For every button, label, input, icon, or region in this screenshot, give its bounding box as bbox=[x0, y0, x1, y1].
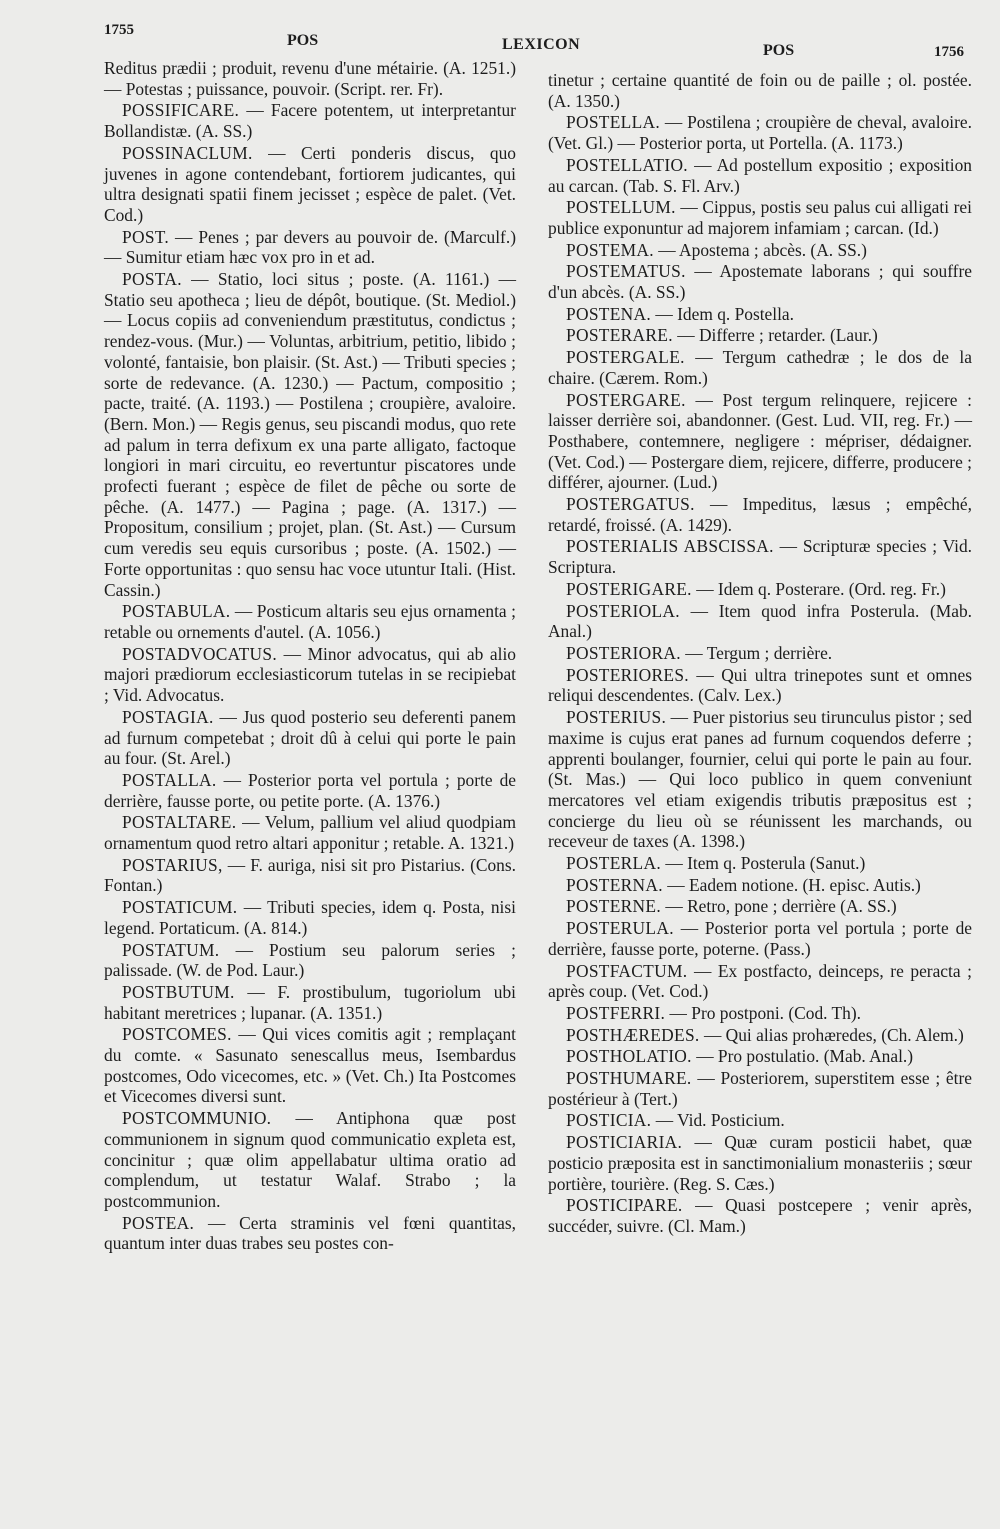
entry-definition: — Cippus, postis seu palus cui alligati rei publice exponuntur ad majorem infamiam ; carcan. (Id.) bbox=[548, 197, 972, 238]
dictionary-entry bbox=[104, 601, 516, 642]
dictionary-entry bbox=[548, 240, 972, 261]
dictionary-entry bbox=[104, 644, 516, 706]
entry-headword: POSTABULA. bbox=[122, 601, 231, 622]
running-header bbox=[0, 20, 1000, 60]
entry-headword: POSTBUTUM. bbox=[122, 981, 235, 1002]
dictionary-entry bbox=[104, 897, 516, 938]
dictionary-entry bbox=[548, 70, 972, 111]
entry-headword: POSTICIPARE. bbox=[566, 1195, 683, 1216]
entry-definition: — Facere potentem, ut interpretantur Bollandistæ. (A. SS.) bbox=[104, 100, 516, 142]
dictionary-entry bbox=[548, 961, 972, 1002]
entry-headword: POSTEMA. bbox=[566, 239, 654, 260]
dictionary-entry bbox=[104, 1213, 516, 1254]
dictionary-entry bbox=[548, 1195, 972, 1236]
entry-definition: — Quæ curam posticii habet, quæ posticio præposita est in sanctimonialium monasteriis ; sœur portière, tourière. (Reg. S. Cæs.) bbox=[548, 1132, 972, 1194]
entry-headword: POST. bbox=[122, 226, 170, 247]
entry-definition: — Item quod infra Posterula. (Mab. Anal.) bbox=[548, 600, 972, 642]
entry-headword: POSTALTARE. bbox=[122, 812, 237, 833]
entry-definition: — Tergum ; derrière. bbox=[685, 642, 833, 663]
dictionary-entry bbox=[104, 707, 516, 769]
entry-definition: — Velum, pallium vel aliud quodpiam ornamentum quod retro altari apponitur ; retable. A. 1321.) bbox=[104, 812, 516, 854]
entry-headword: POSTELLUM. bbox=[566, 197, 676, 218]
entry-definition: — Impeditus, læsus ; empêché, retardé, froissé. (A. 1429). bbox=[548, 494, 972, 535]
dictionary-entry bbox=[548, 347, 972, 388]
entry-headword: POSTFACTUM. bbox=[566, 960, 688, 981]
dictionary-entry bbox=[548, 665, 972, 706]
page-number-right: 1756 bbox=[934, 44, 964, 60]
entry-definition: — Differre ; retarder. (Laur.) bbox=[677, 325, 878, 346]
dictionary-entry bbox=[548, 1132, 972, 1194]
entry-definition: — Quasi postcepere ; venir après, succéder, suivre. (Cl. Mam.) bbox=[548, 1195, 972, 1236]
entry-definition: — Posterior porta vel portula ; porte de derrière, fausse porte, ou petite porte. (A. 1376.) bbox=[104, 769, 516, 811]
dictionary-entry bbox=[104, 227, 516, 268]
dictionary-entry bbox=[104, 100, 516, 141]
guide-word-left: POS bbox=[287, 32, 319, 49]
left-column bbox=[104, 58, 516, 1254]
dictionary-entry bbox=[104, 143, 516, 226]
entry-headword: POSTERIUS. bbox=[566, 707, 667, 728]
dictionary-entry bbox=[548, 1110, 972, 1131]
entry-definition: — Qui ultra trinepotes sunt et omnes reliqui descendentes. (Calv. Lex.) bbox=[548, 664, 972, 706]
dictionary-entry bbox=[104, 58, 516, 99]
entry-headword: POSTAGIA. bbox=[122, 706, 214, 727]
entry-definition: — F. prostibulum, tugoriolum ubi habitant meretrices ; lupanar. (A. 1351.) bbox=[104, 981, 516, 1023]
entry-definition: — Posteriorem, superstitem esse ; être postérieur à (Tert.) bbox=[548, 1068, 972, 1109]
dictionary-entry bbox=[548, 197, 972, 238]
entry-definition: — Tributi species, idem q. Posta, nisi legend. Portaticum. (A. 814.) bbox=[104, 897, 516, 938]
entry-headword: POSTICIARIA. bbox=[566, 1132, 683, 1153]
entry-definition: — Retro, pone ; derrière (A. SS.) bbox=[665, 896, 897, 917]
entry-definition: — Postium seu palorum series ; palissade. (W. de Pod. Laur.) bbox=[104, 939, 516, 981]
entry-definition: tinetur ; certaine quantité de foin ou de paille ; ol. postée. (A. 1350.) bbox=[548, 70, 972, 111]
entry-definition: — Minor advocatus, qui ab alio majori prædiorum ecclesiasticorum tutelas in se recipiebat ; Vid. Advocatus. bbox=[104, 643, 516, 706]
page-number-left: 1755 bbox=[104, 22, 134, 38]
entry-definition: — Puer pistorius seu tirunculus pistor ; sed maxime is cujus erat panes ad furnum coquendos deferre ; apprenti boulanger, fournier, celui qui porte le pain au four. (St. Mas.) — Qui loco publico in quem conveniunt mercatores vel etiam exigendis tributis præpositus est ; concierge du lieu où se réunissent les marchands, ou receveur de taxes (A. 1398.) bbox=[548, 707, 972, 852]
entry-headword: POSTARIUS, bbox=[122, 854, 223, 875]
entry-definition: — Posterior porta vel portula ; porte de derrière, fausse porte, poterne. (Pass.) bbox=[548, 918, 972, 959]
entry-definition: — Penes ; par devers au pouvoir de. (Marculf.) — Sumitur etiam hæc vox pro in et ad. bbox=[104, 226, 516, 268]
dictionary-entry bbox=[548, 1068, 972, 1109]
dictionary-entry bbox=[548, 896, 972, 917]
entry-headword: POSTERARE. bbox=[566, 325, 673, 346]
entry-definition: — Pro postponi. (Cod. Th). bbox=[669, 1002, 861, 1023]
entry-definition: — Jus quod posterio seu deferenti panem ad furnum competebat ; droit dû à celui qui porte le pain au four. (St. Arel.) bbox=[104, 706, 516, 769]
entry-headword: POSTERIALIS ABSCISSA. bbox=[566, 536, 774, 557]
dictionary-entry bbox=[548, 304, 972, 325]
entry-headword: POSTHOLATIO. bbox=[566, 1046, 692, 1067]
entry-headword: POSTFERRI. bbox=[566, 1002, 666, 1023]
entry-headword: POSTELLATIO. bbox=[566, 154, 688, 175]
entry-headword: POSTENA. bbox=[566, 303, 652, 324]
entry-headword: POSTHÆREDES. bbox=[566, 1024, 700, 1045]
entry-definition: — Idem q. Postella. bbox=[655, 303, 794, 324]
running-title: LEXICON bbox=[502, 36, 581, 53]
dictionary-entry bbox=[104, 1024, 516, 1107]
entry-definition: — Antiphona quæ post communionem in signum quod communicatio expleta est, concinitur ; quæ olim appellabatur ultima oratio ad complendum, ut testatur Walaf. Strabo ; la postcommunion. bbox=[104, 1108, 516, 1211]
entry-definition: — Statio, loci situs ; poste. (A. 1161.) — Statio seu apotheca ; lieu de dépôt, boutique. (St. Mediol.) — Locus copiis ad conveniendum præstitutus, condictus ; rendez-vous. (Mur.) — Voluntas, arbitrium, petitio, libido ; volonté, fantaisie, bon plaisir. (St. Ast.) — Tributi species ; sorte de redevance. (A. 1230.) — Pactum, compositio ; pacte, traité. (A. 1193.) — Postilena ; croupière, avaloire. (Bern. Mon.) — Regis genus, seu piscandi modus, quo rete ad palum in terra defixum ex una parte alligato, factoque longiori in mari circuitu, eo revertuntur piscatores unde profecti fuerant ; espèce de filet de pêche ou sorte de pêche. (A. 1477.) — Pagina ; page. (A. 1317.) — Propositum, consilium ; projet, plan. (St. Ast.) — Cursum cum veredis seu equis cursoribus ; poste. (A. 1502.) — Forte opportunitas : quo sensu hac voce utuntur Itali. (Hist. Cassin.) bbox=[104, 269, 516, 600]
entry-headword: POSTERIOLA. bbox=[566, 600, 680, 621]
entry-headword: POSTA. bbox=[122, 269, 182, 290]
entry-headword: POSTERNA. bbox=[566, 874, 663, 895]
entry-definition: — Apostema ; abcès. (A. SS.) bbox=[658, 239, 867, 260]
dictionary-entry bbox=[104, 269, 516, 600]
dictionary-entry bbox=[548, 155, 972, 196]
entry-definition: — Ex postfacto, deinceps, re peracta ; après coup. (Vet. Cod.) bbox=[548, 960, 972, 1002]
dictionary-entry bbox=[548, 707, 972, 852]
entry-definition: — Tergum cathedræ ; le dos de la chaire. (Cærem. Rom.) bbox=[548, 347, 972, 388]
entry-headword: POSTERLA. bbox=[566, 853, 661, 874]
dictionary-entry bbox=[104, 812, 516, 853]
entry-headword: POSTALLA. bbox=[122, 769, 217, 790]
entry-headword: POSSIFICARE. bbox=[122, 100, 240, 121]
entry-definition: — Posticum altaris seu ejus ornamenta ; retable ou ornements d'autel. (A. 1056.) bbox=[104, 601, 516, 642]
entry-headword: POSTELLA. bbox=[566, 112, 661, 133]
entry-definition: — F. auriga, nisi sit pro Pistarius. (Cons. Fontan.) bbox=[104, 854, 516, 896]
entry-headword: POSTERIGARE. bbox=[566, 578, 692, 599]
entry-definition: — Pro postulatio. (Mab. Anal.) bbox=[696, 1046, 914, 1067]
dictionary-entry bbox=[548, 853, 972, 874]
entry-definition: — Vid. Posticium. bbox=[655, 1110, 785, 1131]
dictionary-entry bbox=[104, 982, 516, 1023]
entry-headword: POSTHUMARE. bbox=[566, 1068, 692, 1089]
entry-headword: POSTERGARE. bbox=[566, 389, 686, 410]
entry-definition: — Postilena ; croupière de cheval, avaloire. (Vet. Gl.) — Posterior porta, ut Portella. (A. 1173.) bbox=[548, 112, 972, 154]
dictionary-entry bbox=[548, 261, 972, 302]
dictionary-entry bbox=[548, 536, 972, 577]
entry-definition: — Item q. Posterula (Sanut.) bbox=[665, 853, 866, 874]
entry-definition: — Scripturæ species ; Vid. Scriptura. bbox=[548, 536, 972, 578]
entry-definition: — Apostemate laborans ; qui souffre d'un abcès. (A. SS.) bbox=[548, 261, 972, 303]
dictionary-entry bbox=[104, 940, 516, 981]
guide-word-right: POS bbox=[763, 42, 795, 59]
right-column bbox=[548, 70, 972, 1237]
entry-definition: Reditus prædii ; produit, revenu d'une métairie. (A. 1251.) — Potestas ; puissance, pouvoir. (Script. rer. Fr). bbox=[104, 58, 516, 99]
entry-definition: — Qui alias prohæredes, (Ch. Alem.) bbox=[703, 1024, 964, 1045]
dictionary-entry bbox=[548, 325, 972, 346]
entry-definition: — Certa straminis vel fœni quantitas, quantum inter duas trabes seu postes con- bbox=[104, 1212, 516, 1254]
dictionary-entry bbox=[548, 1003, 972, 1024]
entry-headword: POSSINACLUM. bbox=[122, 142, 253, 163]
entry-headword: POSTEA. bbox=[122, 1212, 195, 1233]
entry-definition: — Post tergum relinquere, rejicere : laisser derrière soi, abandonner. (Gest. Lud. VII, reg. Fr.) — Posthabere, contemnere, negligere : mépriser, dédaigner. (Vet. Cod.) — Postergare diem, rejicere, differre, producere ; différer, ajourner. (Lud.) bbox=[548, 389, 972, 493]
dictionary-entry bbox=[548, 112, 972, 153]
dictionary-entry bbox=[548, 1046, 972, 1067]
dictionary-entry bbox=[548, 1025, 972, 1046]
entry-headword: POSTERGALE. bbox=[566, 347, 685, 368]
entry-headword: POSTERULA. bbox=[566, 918, 674, 939]
entry-headword: POSTERGATUS. bbox=[566, 494, 695, 515]
entry-headword: POSTADVOCATUS. bbox=[122, 643, 277, 664]
entry-headword: POSTATUM. bbox=[122, 939, 220, 960]
dictionary-entry bbox=[548, 643, 972, 664]
entry-headword: POSTEMATUS. bbox=[566, 261, 686, 282]
entry-headword: POSTERIORES. bbox=[566, 664, 689, 685]
dictionary-entry bbox=[548, 579, 972, 600]
dictionary-entry bbox=[104, 1108, 516, 1212]
dictionary-entry bbox=[548, 918, 972, 959]
entry-headword: POSTATICUM. bbox=[122, 897, 238, 918]
entry-headword: POSTERNE. bbox=[566, 896, 661, 917]
dictionary-entry bbox=[104, 770, 516, 811]
entry-definition: — Idem q. Posterare. (Ord. reg. Fr.) bbox=[696, 578, 946, 599]
dictionary-entry bbox=[548, 494, 972, 535]
dictionary-entry bbox=[104, 855, 516, 896]
entry-headword: POSTERIORA. bbox=[566, 642, 681, 663]
entry-definition: — Certi ponderis discus, quo juvenes in agone contendebant, fortiorem judicantes, qui ultra designati spatii finem jecisset ; espèce de palet. (Vet. Cod.) bbox=[104, 142, 516, 225]
entry-headword: POSTICIA. bbox=[566, 1110, 652, 1131]
dictionary-entry bbox=[548, 601, 972, 642]
entry-definition: — Ad postellum expositio ; exposition au carcan. (Tab. S. Fl. Arv.) bbox=[548, 154, 972, 196]
entry-headword: POSTCOMES. bbox=[122, 1024, 232, 1045]
dictionary-entry bbox=[548, 390, 972, 494]
dictionary-entry bbox=[548, 875, 972, 896]
entry-headword: POSTCOMMUNIO. bbox=[122, 1108, 272, 1129]
entry-definition: — Eadem notione. (H. episc. Autis.) bbox=[667, 874, 921, 895]
entry-definition: — Qui vices comitis agit ; remplaçant du comte. « Sasunato senescallus meus, Isembardus postcomes, Odo vicecomes, etc. » (Vet. Ch.) Ita Postcomes et Vicecomes diversi sunt. bbox=[104, 1024, 517, 1107]
